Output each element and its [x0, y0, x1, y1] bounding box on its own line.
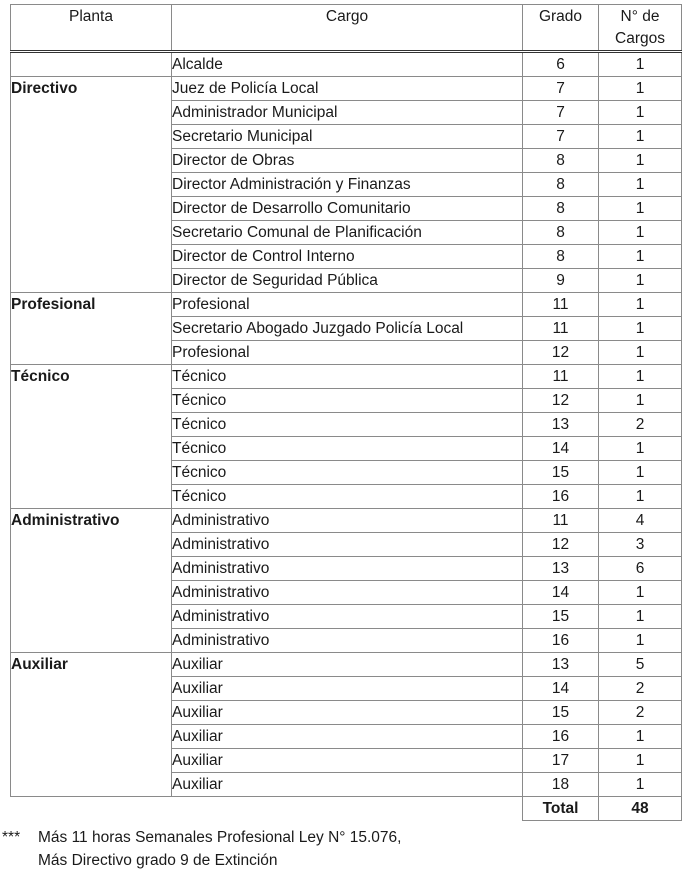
- table-row: [11, 581, 682, 605]
- n-cargos-cell: 1: [599, 245, 682, 269]
- n-cargos-cell: 1: [599, 269, 682, 293]
- cargo-cell: Administrativo: [172, 533, 523, 557]
- planta-cell: [11, 389, 172, 413]
- cargo-cell: Alcalde: [172, 52, 523, 77]
- header-grado: Grado: [523, 5, 599, 52]
- table-row: [11, 773, 682, 797]
- planta-cell: [11, 245, 172, 269]
- table-row: [11, 221, 682, 245]
- table-row: [11, 173, 682, 197]
- n-cargos-cell: 2: [599, 701, 682, 725]
- cargo-cell: Secretario Abogado Juzgado Policía Local: [172, 317, 523, 341]
- grado-cell: 12: [523, 341, 599, 365]
- grado-cell: 14: [523, 677, 599, 701]
- cargo-cell: Director Administración y Finanzas: [172, 173, 523, 197]
- total-row: [11, 797, 682, 821]
- n-cargos-cell: 1: [599, 317, 682, 341]
- planta-cell: [11, 52, 172, 77]
- planta-cell: [11, 773, 172, 797]
- header-row: [11, 5, 682, 52]
- planta-cell: [11, 581, 172, 605]
- grado-cell: 7: [523, 101, 599, 125]
- header-cargo: Cargo: [172, 5, 523, 52]
- planta-cell: [11, 629, 172, 653]
- total-label: Total: [523, 797, 599, 821]
- grado-cell: 8: [523, 221, 599, 245]
- table-row: [11, 485, 682, 509]
- cargo-cell: Técnico: [172, 461, 523, 485]
- table-row: [11, 101, 682, 125]
- grado-cell: 12: [523, 389, 599, 413]
- table-row: [11, 533, 682, 557]
- cargo-cell: Auxiliar: [172, 773, 523, 797]
- grado-cell: 18: [523, 773, 599, 797]
- grado-cell: 15: [523, 701, 599, 725]
- grado-cell: 17: [523, 749, 599, 773]
- table-row: [11, 437, 682, 461]
- n-cargos-cell: 1: [599, 365, 682, 389]
- grado-cell: 7: [523, 77, 599, 101]
- planta-cell: [11, 437, 172, 461]
- n-cargos-cell: 1: [599, 293, 682, 317]
- cargo-cell: Director de Obras: [172, 149, 523, 173]
- cargo-cell: Director de Desarrollo Comunitario: [172, 197, 523, 221]
- grado-cell: 16: [523, 629, 599, 653]
- total-value: 48: [599, 797, 682, 821]
- n-cargos-cell: 5: [599, 653, 682, 677]
- planta-cell: [11, 221, 172, 245]
- header-planta: Planta: [11, 5, 172, 52]
- cargo-cell: Administrativo: [172, 581, 523, 605]
- cargo-cell: Administrador Municipal: [172, 101, 523, 125]
- table-body: [11, 52, 682, 797]
- n-cargos-cell: 2: [599, 413, 682, 437]
- cargo-cell: Auxiliar: [172, 749, 523, 773]
- table-row: [11, 509, 682, 533]
- planta-cell: [11, 749, 172, 773]
- planta-cell: [11, 725, 172, 749]
- grado-cell: 15: [523, 605, 599, 629]
- footnote: [0, 826, 401, 872]
- n-cargos-cell: 1: [599, 341, 682, 365]
- planta-cell: [11, 317, 172, 341]
- planta-cell: Técnico: [11, 365, 172, 389]
- grado-cell: 12: [523, 533, 599, 557]
- grado-cell: 13: [523, 413, 599, 437]
- cargo-cell: Técnico: [172, 365, 523, 389]
- planta-cell: Administrativo: [11, 509, 172, 533]
- n-cargos-cell: 1: [599, 389, 682, 413]
- grado-cell: 11: [523, 293, 599, 317]
- grado-cell: 8: [523, 149, 599, 173]
- table-row: [11, 461, 682, 485]
- planta-cell: [11, 413, 172, 437]
- total-spacer: [11, 797, 172, 821]
- table-row: [11, 52, 682, 77]
- n-cargos-cell: 1: [599, 221, 682, 245]
- planta-cell: [11, 605, 172, 629]
- grado-cell: 16: [523, 485, 599, 509]
- footnote-text-1: Más 11 horas Semanales Profesional Ley N° 15.076,: [38, 829, 402, 846]
- planta-cell: [11, 197, 172, 221]
- table-row: [11, 293, 682, 317]
- n-cargos-cell: 1: [599, 605, 682, 629]
- table-row: [11, 125, 682, 149]
- n-cargos-cell: 1: [599, 629, 682, 653]
- n-cargos-cell: 6: [599, 557, 682, 581]
- n-cargos-cell: 1: [599, 485, 682, 509]
- cargo-cell: Técnico: [172, 437, 523, 461]
- cargo-cell: Auxiliar: [172, 725, 523, 749]
- n-cargos-cell: 1: [599, 581, 682, 605]
- footnote-marker: ***: [2, 829, 21, 846]
- table-row: [11, 197, 682, 221]
- cargo-cell: Administrativo: [172, 629, 523, 653]
- grado-cell: 9: [523, 269, 599, 293]
- planta-cell: [11, 533, 172, 557]
- table-row: [11, 149, 682, 173]
- planta-cell: Directivo: [11, 77, 172, 101]
- staffing-table: [10, 4, 682, 821]
- table-row: [11, 269, 682, 293]
- n-cargos-cell: 1: [599, 52, 682, 77]
- table-row: [11, 365, 682, 389]
- cargo-cell: Auxiliar: [172, 653, 523, 677]
- planta-cell: [11, 149, 172, 173]
- grado-cell: 6: [523, 52, 599, 77]
- grado-cell: 13: [523, 653, 599, 677]
- table-row: [11, 413, 682, 437]
- total-spacer: [172, 797, 523, 821]
- table-row: [11, 701, 682, 725]
- table-row: [11, 557, 682, 581]
- n-cargos-cell: 4: [599, 509, 682, 533]
- n-cargos-cell: 1: [599, 77, 682, 101]
- cargo-cell: Administrativo: [172, 509, 523, 533]
- table-row: [11, 725, 682, 749]
- grado-cell: 7: [523, 125, 599, 149]
- n-cargos-cell: 1: [599, 173, 682, 197]
- grado-cell: 14: [523, 581, 599, 605]
- planta-cell: [11, 677, 172, 701]
- planta-cell: [11, 485, 172, 509]
- grado-cell: 13: [523, 557, 599, 581]
- planta-cell: [11, 341, 172, 365]
- planta-cell: [11, 125, 172, 149]
- cargo-cell: Profesional: [172, 341, 523, 365]
- grado-cell: 11: [523, 317, 599, 341]
- header-n-cargos-line2: Cargos: [615, 30, 665, 47]
- cargo-cell: Juez de Policía Local: [172, 77, 523, 101]
- n-cargos-cell: 3: [599, 533, 682, 557]
- planta-cell: [11, 269, 172, 293]
- table-row: [11, 677, 682, 701]
- grado-cell: 11: [523, 365, 599, 389]
- grado-cell: 14: [523, 437, 599, 461]
- cargo-cell: Auxiliar: [172, 677, 523, 701]
- footnote-line-1: [0, 826, 401, 849]
- n-cargos-cell: 1: [599, 437, 682, 461]
- n-cargos-cell: 1: [599, 461, 682, 485]
- table-row: [11, 317, 682, 341]
- planta-cell: [11, 557, 172, 581]
- header-n-cargos-line1: N° de: [620, 8, 660, 25]
- cargo-cell: Técnico: [172, 485, 523, 509]
- n-cargos-cell: 2: [599, 677, 682, 701]
- n-cargos-cell: 1: [599, 125, 682, 149]
- grado-cell: 8: [523, 173, 599, 197]
- cargo-cell: Director de Seguridad Pública: [172, 269, 523, 293]
- n-cargos-cell: 1: [599, 149, 682, 173]
- n-cargos-cell: 1: [599, 749, 682, 773]
- grado-cell: 15: [523, 461, 599, 485]
- table-row: [11, 245, 682, 269]
- cargo-cell: Director de Control Interno: [172, 245, 523, 269]
- grado-cell: 8: [523, 245, 599, 269]
- cargo-cell: Administrativo: [172, 557, 523, 581]
- table-row: [11, 653, 682, 677]
- cargo-cell: Secretario Municipal: [172, 125, 523, 149]
- cargo-cell: Técnico: [172, 389, 523, 413]
- planta-cell: [11, 701, 172, 725]
- table-row: [11, 605, 682, 629]
- table-row: [11, 77, 682, 101]
- cargo-cell: Profesional: [172, 293, 523, 317]
- n-cargos-cell: 1: [599, 101, 682, 125]
- cargo-cell: Secretario Comunal de Planificación: [172, 221, 523, 245]
- n-cargos-cell: 1: [599, 197, 682, 221]
- header-n-cargos: [599, 5, 682, 52]
- planta-cell: [11, 461, 172, 485]
- table-row: [11, 389, 682, 413]
- n-cargos-cell: 1: [599, 773, 682, 797]
- planta-cell: [11, 173, 172, 197]
- planta-cell: Auxiliar: [11, 653, 172, 677]
- cargo-cell: Auxiliar: [172, 701, 523, 725]
- grado-cell: 8: [523, 197, 599, 221]
- grado-cell: 16: [523, 725, 599, 749]
- planta-cell: Profesional: [11, 293, 172, 317]
- table-row: [11, 629, 682, 653]
- grado-cell: 11: [523, 509, 599, 533]
- footnote-line-2: Más Directivo grado 9 de Extinción: [38, 852, 278, 869]
- cargo-cell: Técnico: [172, 413, 523, 437]
- table-row: [11, 749, 682, 773]
- n-cargos-cell: 1: [599, 725, 682, 749]
- cargo-cell: Administrativo: [172, 605, 523, 629]
- table-row: [11, 341, 682, 365]
- planta-cell: [11, 101, 172, 125]
